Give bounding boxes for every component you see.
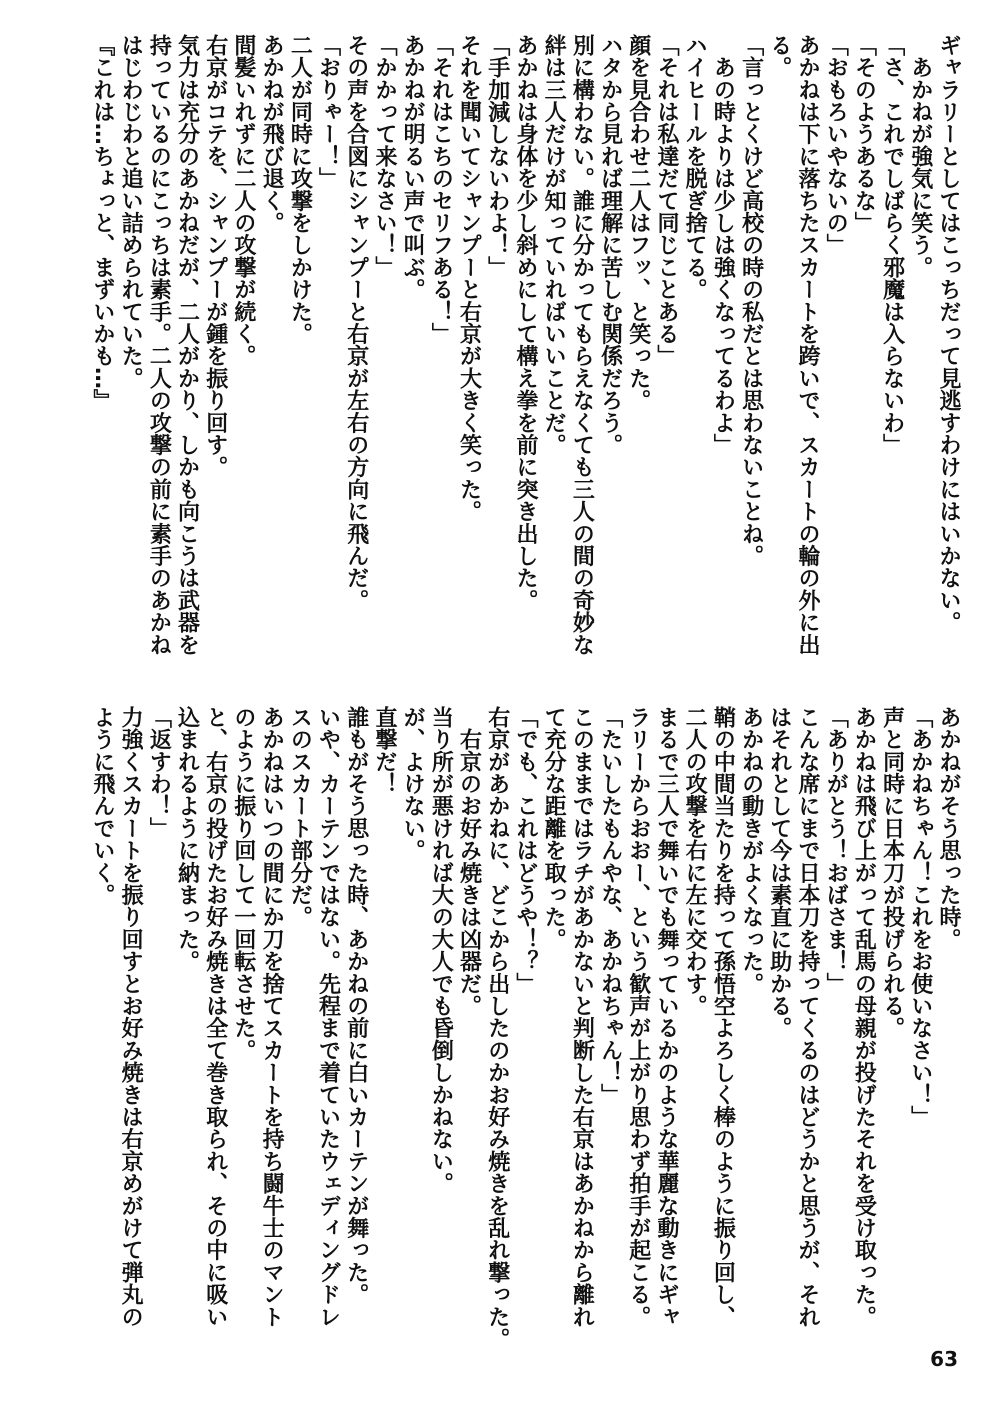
text-line: あかねが飛び退く。: [259, 34, 285, 234]
text-line: その声を合図にシャンプーと右京が左右の方向に飛んだ。: [343, 34, 369, 612]
text-line: 気力は充分のあかねだが、二人がかり、しかも向こうは武器を: [174, 34, 200, 656]
text-line: 「ありがとう！おばさま！」: [823, 706, 849, 995]
text-line: 右京のお好み焼きは凶器だ。: [456, 706, 482, 1017]
text-line: 鞘の中間当たりを持って孫悟空よろしく棒のように振り回し、: [710, 706, 736, 1328]
text-line: 「おもろいやないの」: [823, 34, 849, 256]
text-line: 「言っとくけど高校の時の私だとは思わないことね。: [738, 34, 764, 567]
text-line: が、よけない。: [400, 706, 426, 862]
text-line: 力強くスカートを振り回すとお好み焼きは右京めがけて弾丸の: [118, 706, 144, 1328]
top-text-block: [24, 34, 962, 674]
text-line: 「さ、これでしばらく邪魔は入らないわ」: [879, 34, 905, 456]
text-line: あかねは飛び上がって乱馬の母親が投げたそれを受け取った。: [851, 706, 877, 1328]
text-line: て充分な距離を取った。: [541, 706, 567, 951]
text-line: はじわじわと追い詰められていた。: [118, 34, 144, 390]
text-line: ギャラリーとしてはこっちだって見逃すわけにはいかない。: [936, 34, 961, 634]
text-line: 「返すわ！」: [146, 706, 172, 840]
text-line: 右京があかねに、どこから出したのかお好み焼きを乱れ撃った。: [484, 706, 510, 1350]
text-line: それを聞いてシャンプーと右京が大きく笑った。: [456, 34, 482, 523]
text-line: 二人が同時に攻撃をしかけた。: [287, 34, 313, 345]
text-line: はそれとして今は素直に助かる。: [766, 706, 792, 1039]
text-line: 「かかって来なさい！」: [371, 34, 397, 279]
text-line: このままではラチがあかないと判断した右京はあかねから離れ: [569, 706, 595, 1328]
text-line: と、右京の投げたお好み焼きは全て巻き取られ、その中に吸い: [202, 706, 228, 1328]
text-line: あかねの動きがよくなった。: [738, 706, 764, 995]
text-line: あかねがそう思った時。: [936, 706, 961, 951]
text-line: いや、カーテンではない。先程まで着ていたウェディングドレ: [315, 706, 341, 1328]
text-line: 二人の攻撃を右に左に交わす。: [682, 706, 708, 1017]
text-line: あの時よりは少しは強くなってるわよ」: [710, 34, 736, 456]
text-line: 顔を見合わせ二人はフッ、と笑った。: [625, 34, 651, 412]
text-line: あかねが強気に笑う。: [907, 34, 933, 279]
text-line: 「それはこちのセリフある！」: [428, 34, 454, 345]
text-line: 込まれるように納まった。: [174, 706, 200, 973]
text-line: 「あかねちゃん！これをお使いなさい！」: [907, 706, 933, 1128]
text-line: 「手加減しないわよ！」: [484, 34, 510, 279]
text-line: あかねは身体を少し斜めにして構え拳を前に突き出した。: [512, 34, 538, 612]
text-line: あかねは下に落ちたスカートを跨いで、スカートの輪の外に出: [794, 34, 820, 656]
text-line: スのスカート部分だ。: [287, 706, 313, 928]
text-line: ハタから見れば理解に苦しむ関係だろう。: [597, 34, 623, 456]
text-line: 当り所が悪ければ大の大人でも昏倒しかねない。: [428, 706, 454, 1195]
text-line: 声と同時に日本刀が投げられる。: [879, 706, 905, 1039]
text-line: 「でも、これはどうや！？」: [512, 706, 538, 995]
text-line: 『これは…ちょっと、まずいかも…』: [89, 34, 115, 412]
text-line: 直撃だ！: [371, 706, 397, 795]
text-line: 持っているのにこっちは素手。二人の攻撃の前に素手のあかね: [146, 34, 172, 656]
text-line: 右京がコテを、シャンプーが鍾を振り回す。: [202, 34, 228, 479]
text-line: ラリーからおおー、という歓声が上がり思わず拍手が起こる。: [625, 706, 651, 1328]
text-line: 誰もがそう思った時、あかねの前に白いカーテンが舞った。: [343, 706, 369, 1306]
text-line: のように振り回して一回転させた。: [230, 706, 256, 1062]
text-line: 絆は三人だけが知っていればいいことだ。: [541, 34, 567, 456]
text-line: あかねが明るい声で叫ぶ。: [400, 34, 426, 301]
text-line: まるで三人で舞いでも舞っているかのような華麗な動きにギャ: [653, 706, 679, 1328]
text-line: あかねはいつの間にか刀を捨てスカートを持ち闘牛士のマント: [259, 706, 285, 1328]
text-line: 「おりゃー！」: [315, 34, 341, 190]
text-line: こんな席にまで日本刀を持ってくるのはどうかと思うが、それ: [794, 706, 820, 1328]
text-line: る。: [766, 34, 792, 79]
text-line: 「たいしたもんやな、あかねちゃん！」: [597, 706, 623, 1106]
text-line: 「それは私達だて同じことある」: [653, 34, 679, 367]
bottom-text-block: [30, 706, 962, 1350]
text-line: 間髪いれずに二人の攻撃が続く。: [230, 34, 256, 367]
page-number: 63: [930, 1347, 958, 1371]
text-line: 別に構わない。誰に分かってもらえなくても三人の間の奇妙な: [569, 34, 595, 656]
text-line: 「そのようあるな」: [851, 34, 877, 234]
text-line: ハイヒールを脱ぎ捨てる。: [682, 34, 708, 301]
text-line: ように飛んでいく。: [89, 706, 115, 906]
